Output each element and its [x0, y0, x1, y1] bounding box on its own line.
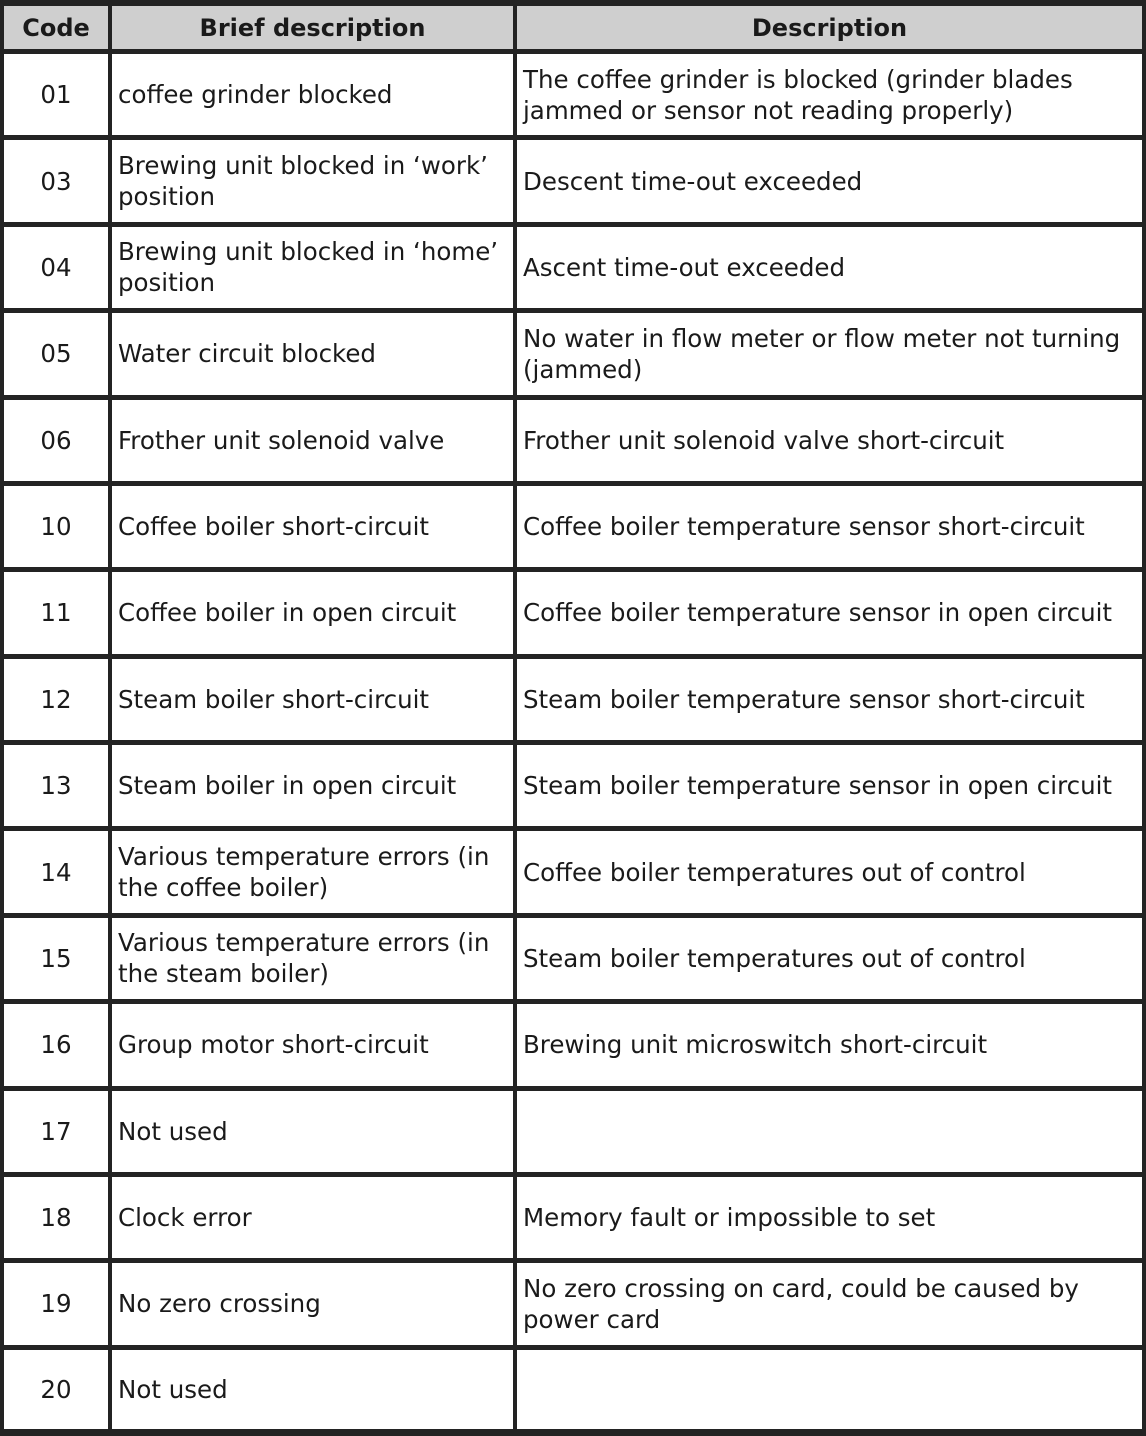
- table-row: [0, 1263, 1146, 1349]
- cell-code: 12: [0, 659, 112, 745]
- cell-description: [517, 1091, 1146, 1177]
- table-row: [0, 1350, 1146, 1436]
- cell-code: 14: [0, 831, 112, 917]
- table-row: [0, 1091, 1146, 1177]
- cell-brief-description: Brewing unit blocked in ‘home’ position: [112, 227, 517, 313]
- cell-code: 16: [0, 1004, 112, 1090]
- cell-description: [517, 1350, 1146, 1436]
- cell-description: Ascent time-out exceeded: [517, 227, 1146, 313]
- cell-brief-description: Not used: [112, 1091, 517, 1177]
- cell-description: Steam boiler temperature sensor short-circuit: [517, 659, 1146, 745]
- table-row: [0, 572, 1146, 658]
- cell-brief-description: Coffee boiler in open circuit: [112, 572, 517, 658]
- header-brief-description: Brief description: [112, 0, 517, 54]
- cell-brief-description: Coffee boiler short-circuit: [112, 486, 517, 572]
- cell-code: 05: [0, 313, 112, 399]
- cell-code: 20: [0, 1350, 112, 1436]
- table-body: [0, 54, 1146, 1436]
- table-row: [0, 140, 1146, 226]
- cell-code: 01: [0, 54, 112, 140]
- cell-description: Coffee boiler temperatures out of control: [517, 831, 1146, 917]
- cell-brief-description: Frother unit solenoid valve: [112, 400, 517, 486]
- cell-brief-description: Water circuit blocked: [112, 313, 517, 399]
- cell-brief-description: Various temperature errors (in the steam boiler): [112, 918, 517, 1004]
- cell-code: 10: [0, 486, 112, 572]
- table-row: [0, 1004, 1146, 1090]
- cell-brief-description: No zero crossing: [112, 1263, 517, 1349]
- header-description: Description: [517, 0, 1146, 54]
- cell-code: 17: [0, 1091, 112, 1177]
- table-row: [0, 227, 1146, 313]
- cell-code: 11: [0, 572, 112, 658]
- cell-description: Steam boiler temperature sensor in open circuit: [517, 745, 1146, 831]
- table-row: [0, 313, 1146, 399]
- cell-code: 04: [0, 227, 112, 313]
- cell-description: Frother unit solenoid valve short-circuit: [517, 400, 1146, 486]
- cell-description: Coffee boiler temperature sensor short-circuit: [517, 486, 1146, 572]
- cell-description: No water in flow meter or flow meter not turning (jammed): [517, 313, 1146, 399]
- cell-brief-description: Not used: [112, 1350, 517, 1436]
- cell-brief-description: Clock error: [112, 1177, 517, 1263]
- header-row: [0, 0, 1146, 54]
- cell-description: Steam boiler temperatures out of control: [517, 918, 1146, 1004]
- cell-description: Descent time-out exceeded: [517, 140, 1146, 226]
- table-row: [0, 659, 1146, 745]
- cell-code: 06: [0, 400, 112, 486]
- cell-description: The coffee grinder is blocked (grinder blades jammed or sensor not reading properly): [517, 54, 1146, 140]
- cell-brief-description: Steam boiler in open circuit: [112, 745, 517, 831]
- table-row: [0, 1177, 1146, 1263]
- cell-description: Brewing unit microswitch short-circuit: [517, 1004, 1146, 1090]
- cell-description: Coffee boiler temperature sensor in open circuit: [517, 572, 1146, 658]
- table-row: [0, 54, 1146, 140]
- cell-description: No zero crossing on card, could be caused by power card: [517, 1263, 1146, 1349]
- cell-code: 18: [0, 1177, 112, 1263]
- cell-brief-description: Brewing unit blocked in ‘work’ position: [112, 140, 517, 226]
- cell-brief-description: Group motor short-circuit: [112, 1004, 517, 1090]
- cell-code: 13: [0, 745, 112, 831]
- header-code: Code: [0, 0, 112, 54]
- table-row: [0, 745, 1146, 831]
- cell-brief-description: Various temperature errors (in the coffee boiler): [112, 831, 517, 917]
- cell-brief-description: Steam boiler short-circuit: [112, 659, 517, 745]
- table-row: [0, 831, 1146, 917]
- cell-code: 03: [0, 140, 112, 226]
- cell-code: 19: [0, 1263, 112, 1349]
- table-row: [0, 400, 1146, 486]
- table-row: [0, 918, 1146, 1004]
- cell-description: Memory fault or impossible to set: [517, 1177, 1146, 1263]
- cell-code: 15: [0, 918, 112, 1004]
- table-row: [0, 486, 1146, 572]
- cell-brief-description: coffee grinder blocked: [112, 54, 517, 140]
